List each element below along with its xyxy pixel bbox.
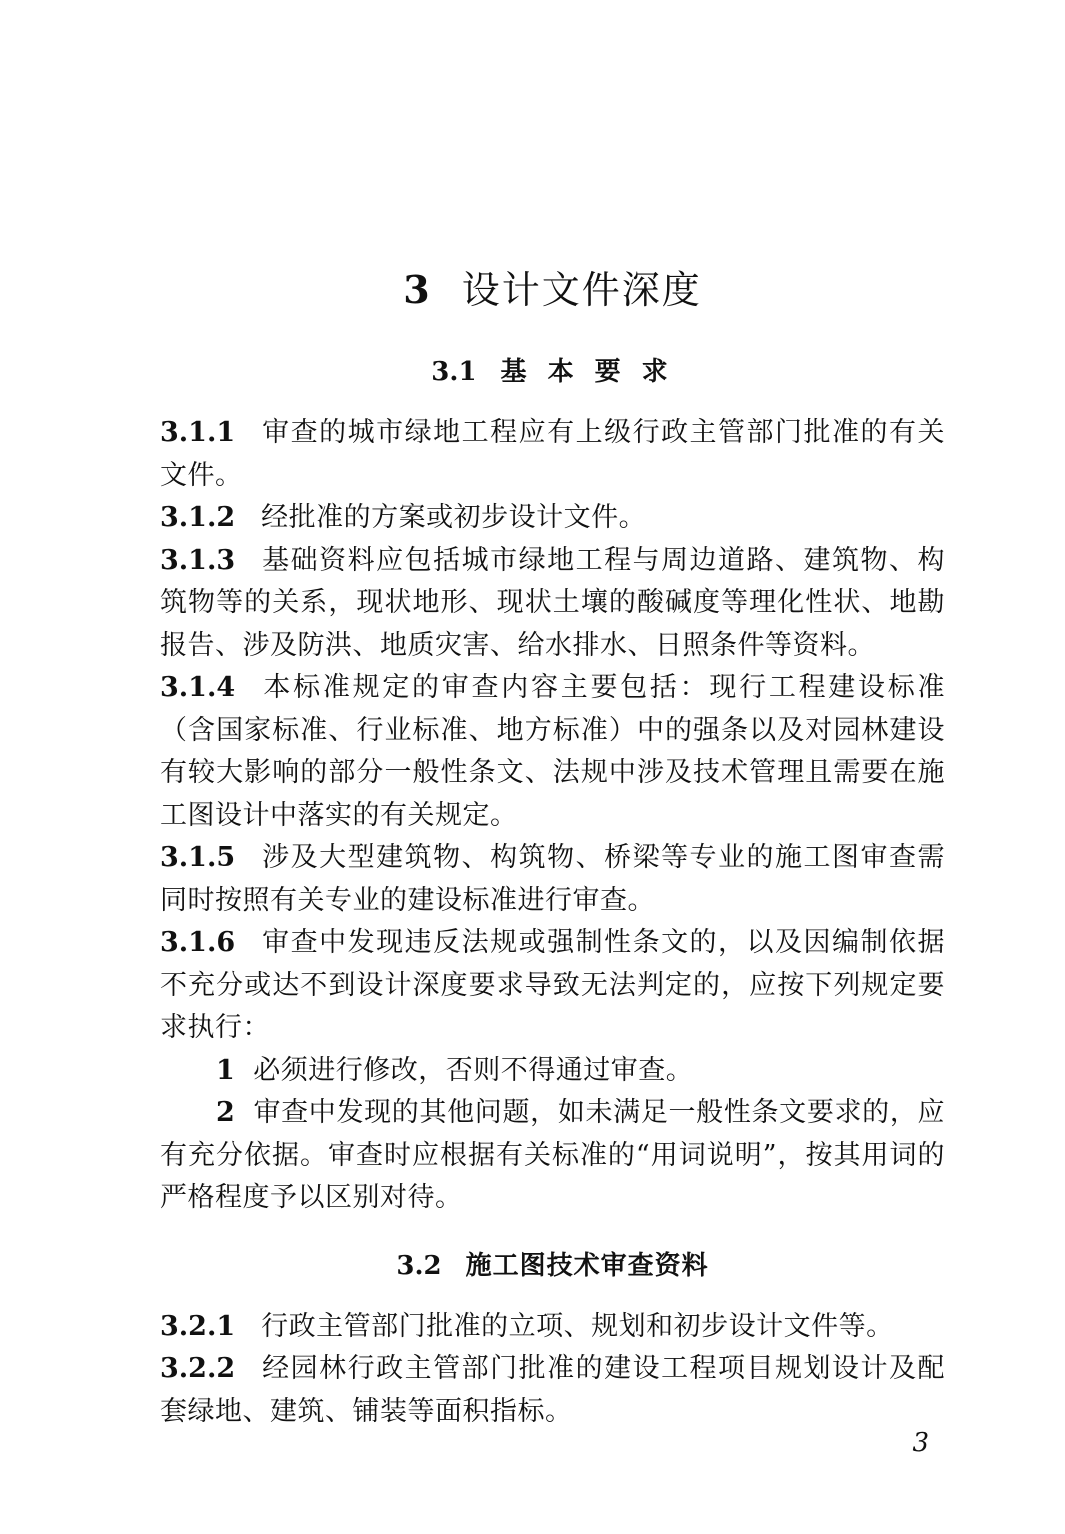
clause-3-1-3 [160, 540, 945, 668]
item-number: 1 [216, 1054, 236, 1086]
section-number: 3.2 [396, 1250, 442, 1281]
clause-number: 3.2.2 [160, 1353, 236, 1384]
clause-text: 行政主管部门批准的立项、规划和初步设计文件等。 [261, 1310, 894, 1342]
clause-3-1-4 [160, 667, 945, 837]
clause-text: 审查的城市绿地工程应有上级行政主管部门批准的有关文件。 [160, 417, 945, 491]
clause-number: 3.1.3 [160, 544, 236, 576]
section-title [160, 1246, 945, 1286]
clause-text: 经批准的方案或初步设计文件。 [261, 502, 647, 533]
clause-number: 3.1.4 [160, 672, 236, 703]
clause-3-1-5 [160, 837, 945, 922]
clause-number: 3.1.1 [160, 417, 236, 448]
section-title-text: 施工图技术审查资料 [465, 1250, 709, 1281]
clause-text: 基础资料应包括城市绿地工程与周边道路、建筑物、构筑物等的关系，现状地形、现状土壤的酸碱度等理化性状、地勘报告、涉及防洪、地质灾害、给水排水、日照条件等资料。 [160, 544, 945, 661]
document-page [160, 262, 945, 1433]
list-item-2 [160, 1092, 945, 1220]
clause-text: 本标准规定的审查内容主要包括：现行工程建设标准（含国家标准、行业标准、地方标准）中的强条以及对园林建设有较大影响的部分一般性条文、法规中涉及技术管理且需要在施工图设计中落实的有关规定。 [160, 672, 945, 831]
list-item-1 [160, 1050, 945, 1093]
chapter-title [160, 262, 945, 318]
clause-text: 涉及大型建筑物、构筑物、桥梁等专业的施工图审查需同时按照有关专业的建设标准进行审查。 [160, 842, 945, 916]
item-text: 必须进行修改，否则不得通过审查。 [253, 1054, 694, 1086]
clause-number: 3.1.6 [160, 927, 236, 958]
clause-3-1-6 [160, 922, 945, 1050]
item-text: 审查中发现的其他问题，如未满足一般性条文要求的，应有充分依据。审查时应根据有关标准的“用词说明”，按其用词的严格程度予以区别对待。 [160, 1097, 945, 1213]
section-number: 3.1 [431, 357, 477, 387]
clause-number: 3.2.1 [160, 1310, 236, 1342]
chapter-number: 3 [403, 267, 432, 312]
clause-3-2-1 [160, 1306, 945, 1349]
clause-text: 审查中发现违反法规或强制性条文的，以及因编制依据不充分或达不到设计深度要求导致无法判定的，应按下列规定要求执行： [160, 927, 945, 1043]
page-number: 3 [912, 1428, 929, 1458]
clause-number: 3.1.5 [160, 842, 236, 873]
item-number: 2 [216, 1097, 236, 1128]
clause-3-2-2 [160, 1348, 945, 1433]
clause-number: 3.1.2 [160, 502, 236, 533]
chapter-title-text: 设计文件深度 [461, 268, 702, 312]
section-title [160, 352, 945, 392]
clause-text: 经园林行政主管部门批准的建设工程项目规划设计及配套绿地、建筑、铺装等面积指标。 [160, 1353, 945, 1427]
section-title-text: 基 本 要 求 [500, 357, 674, 387]
clause-3-1-2 [160, 497, 945, 540]
clause-3-1-1 [160, 412, 945, 497]
